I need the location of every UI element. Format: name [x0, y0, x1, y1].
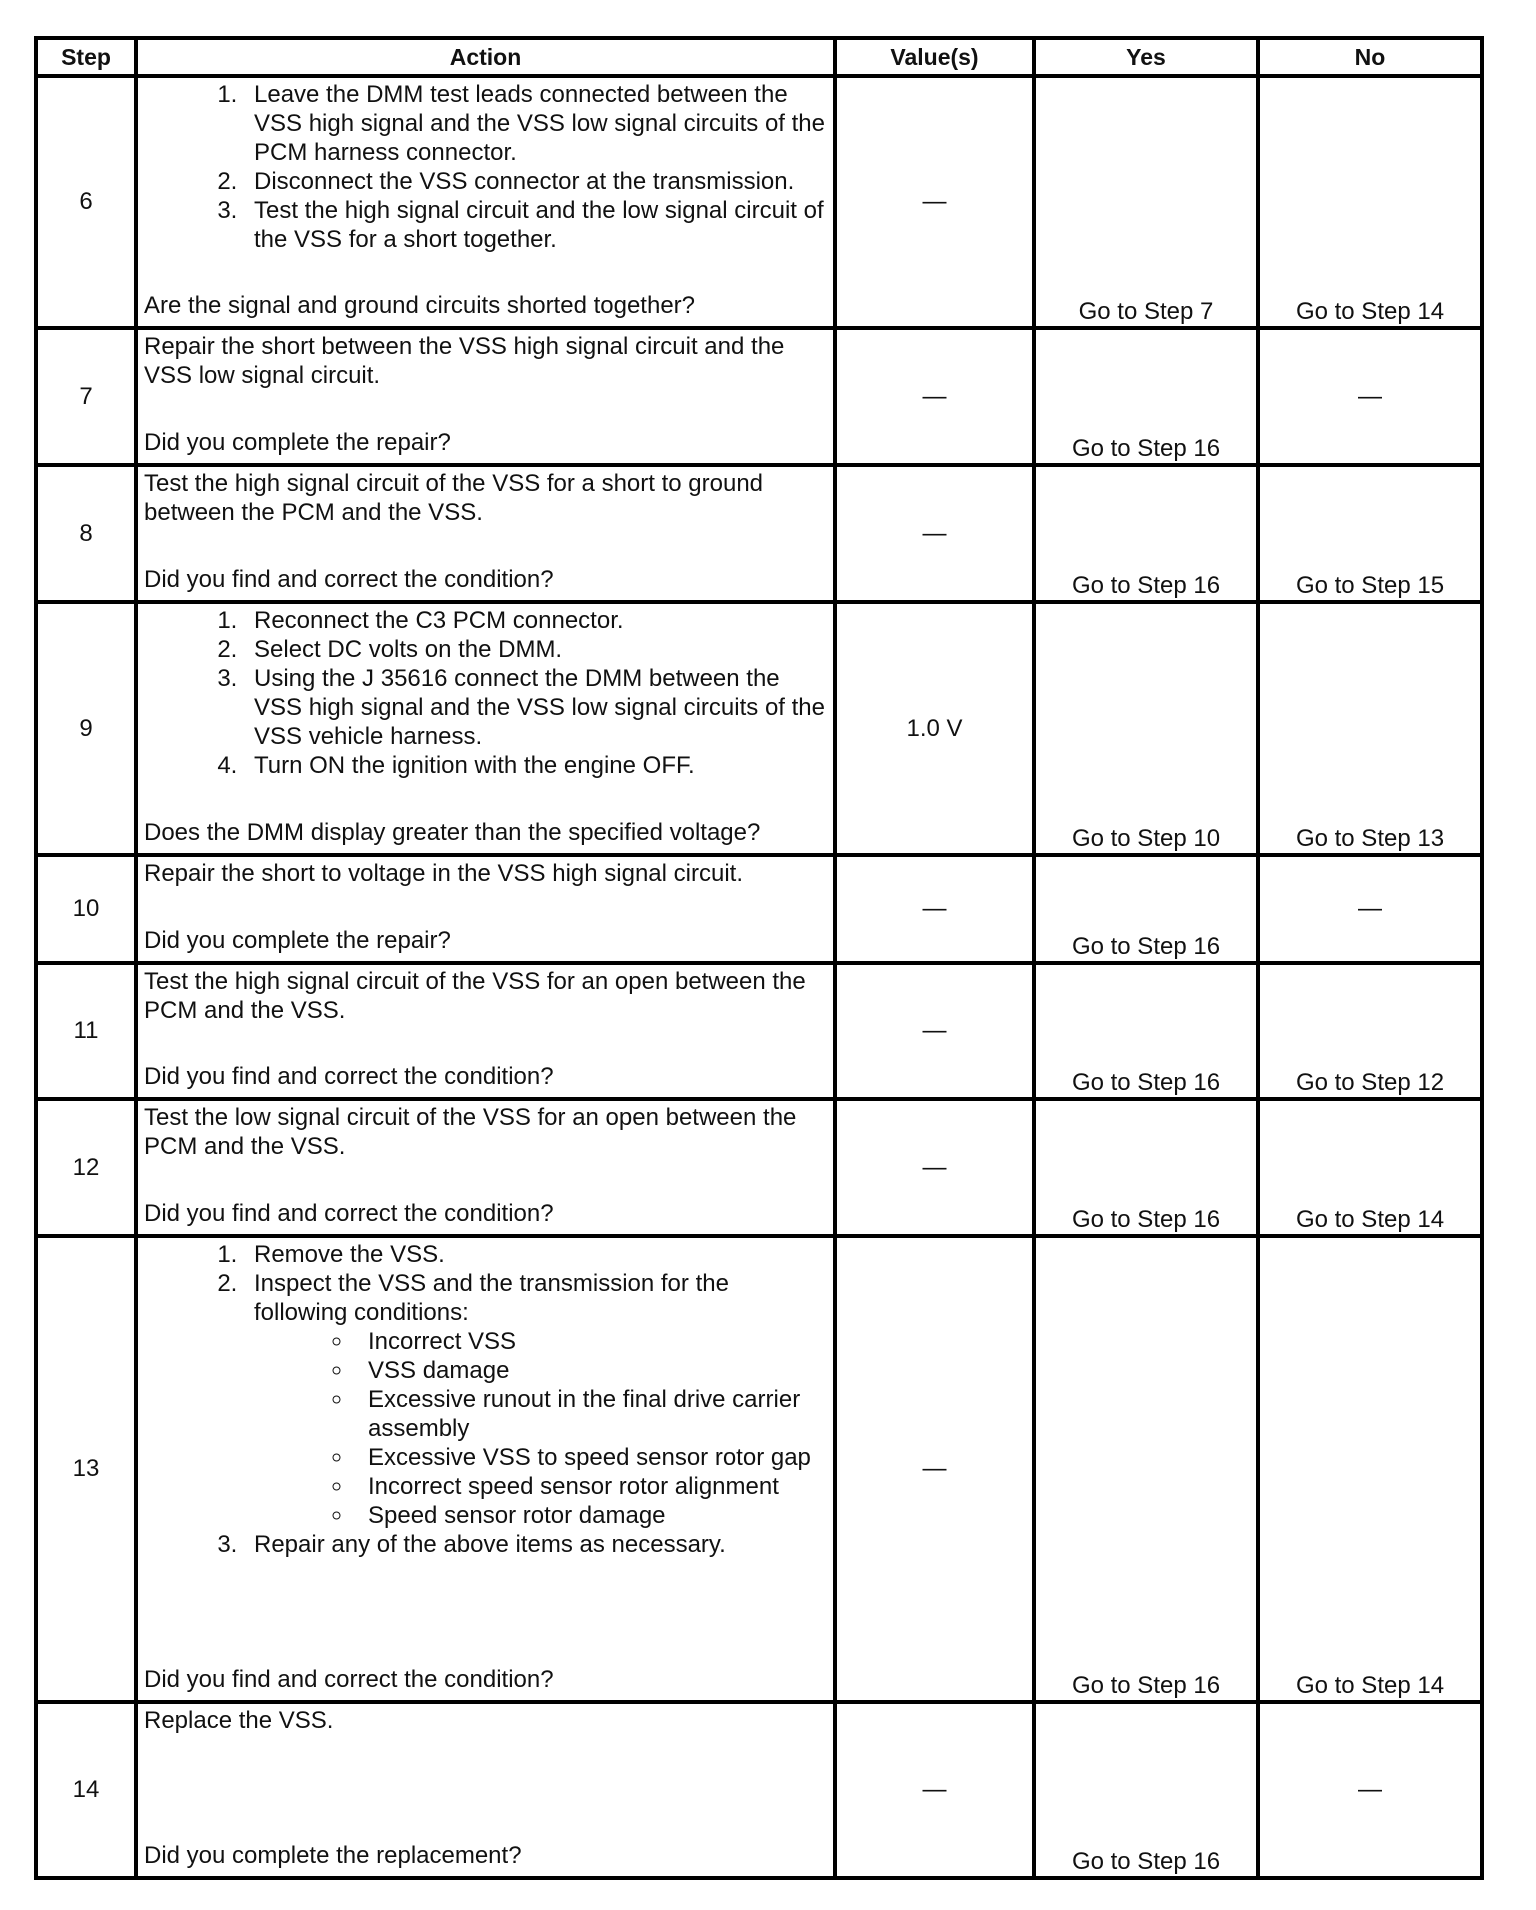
yes-cell: Go to Step 16: [1034, 855, 1258, 963]
action-cell: [136, 1099, 835, 1236]
action-question: Did you find and correct the condition?: [144, 566, 554, 593]
action-question: Did you find and correct the condition?: [144, 1200, 554, 1227]
step-number: 12: [36, 1099, 136, 1236]
table-row: [36, 1099, 1482, 1236]
action-steps: [144, 606, 827, 780]
action-cell: [136, 602, 835, 855]
action-step-text: Inspect the VSS and the transmission for the following conditions:: [254, 1270, 729, 1326]
action-question: Did you complete the repair?: [144, 927, 451, 954]
no-cell: Go to Step 13: [1258, 602, 1482, 855]
action-cell: [136, 465, 835, 602]
action-step: [244, 1269, 827, 1530]
step-number: 14: [36, 1702, 136, 1878]
action-cell: [136, 1236, 835, 1702]
action-cell: [136, 328, 835, 465]
condition-item: ◦ Incorrect speed sensor rotor alignment: [354, 1472, 827, 1501]
table-row: [36, 855, 1482, 963]
step-number: 7: [36, 328, 136, 465]
condition-item: ◦ Incorrect VSS: [354, 1327, 827, 1356]
action-text: Test the high signal circuit of the VSS for an open between the PCM and the VSS.: [144, 968, 806, 1024]
table-row: [36, 602, 1482, 855]
no-cell: —: [1258, 1702, 1482, 1878]
value-cell: —: [835, 76, 1034, 328]
step-number: 9: [36, 602, 136, 855]
action-step: 1. Reconnect the C3 PCM connector.: [244, 606, 827, 635]
value-cell: —: [835, 1099, 1034, 1236]
step-number: 13: [36, 1236, 136, 1702]
no-cell: Go to Step 14: [1258, 1236, 1482, 1702]
step-number: 10: [36, 855, 136, 963]
action-step: 3. Using the J 35616 connect the DMM between the VSS high signal and the VSS low signal circuits of the VSS vehicle harness.: [244, 664, 827, 751]
no-cell: Go to Step 14: [1258, 1099, 1482, 1236]
table-row: [36, 76, 1482, 328]
condition-list: [254, 1327, 827, 1530]
action-question: Does the DMM display greater than the specified voltage?: [144, 819, 761, 846]
yes-cell: Go to Step 16: [1034, 1236, 1258, 1702]
action-text: Test the high signal circuit of the VSS for a short to ground between the PCM and the VSS.: [144, 470, 764, 526]
table-row: [36, 465, 1482, 602]
header-action: Action: [136, 38, 835, 76]
action-question: Did you complete the repair?: [144, 429, 451, 456]
action-step: 1. Leave the DMM test leads connected between the VSS high signal and the VSS low signal circuits of the PCM harness connector.: [244, 80, 827, 167]
action-step: 4. Turn ON the ignition with the engine OFF.: [244, 751, 827, 780]
value-cell: —: [835, 328, 1034, 465]
yes-cell: Go to Step 16: [1034, 328, 1258, 465]
condition-item: ◦ Speed sensor rotor damage: [354, 1501, 827, 1530]
action-cell: [136, 855, 835, 963]
action-question: Did you find and correct the condition?: [144, 1063, 554, 1090]
step-number: 6: [36, 76, 136, 328]
no-cell: —: [1258, 855, 1482, 963]
header-yes: Yes: [1034, 38, 1258, 76]
action-step: 2. Select DC volts on the DMM.: [244, 635, 827, 664]
table-row: [36, 963, 1482, 1099]
yes-cell: Go to Step 7: [1034, 76, 1258, 328]
no-cell: Go to Step 14: [1258, 76, 1482, 328]
yes-cell: Go to Step 16: [1034, 465, 1258, 602]
action-question: Did you find and correct the condition?: [144, 1666, 554, 1693]
header-no: No: [1258, 38, 1482, 76]
action-step: 2. Disconnect the VSS connector at the transmission.: [244, 167, 827, 196]
table-row: [36, 328, 1482, 465]
step-number: 11: [36, 963, 136, 1099]
action-question: Did you complete the replacement?: [144, 1842, 522, 1869]
value-cell: —: [835, 963, 1034, 1099]
action-question: Are the signal and ground circuits shorted together?: [144, 292, 696, 319]
diagnostic-table: [34, 36, 1484, 1880]
condition-item: ◦ VSS damage: [354, 1356, 827, 1385]
value-cell: —: [835, 1236, 1034, 1702]
yes-cell: Go to Step 10: [1034, 602, 1258, 855]
no-cell: Go to Step 12: [1258, 963, 1482, 1099]
table-row: [36, 1702, 1482, 1878]
no-cell: —: [1258, 328, 1482, 465]
action-cell: [136, 76, 835, 328]
header-values: Value(s): [835, 38, 1034, 76]
action-text: Repair the short between the VSS high signal circuit and the VSS low signal circuit.: [144, 333, 785, 389]
action-text: Replace the VSS.: [144, 1707, 334, 1734]
value-cell: —: [835, 1702, 1034, 1878]
value-cell: —: [835, 465, 1034, 602]
yes-cell: Go to Step 16: [1034, 1099, 1258, 1236]
step-number: 8: [36, 465, 136, 602]
header-row: [36, 38, 1482, 76]
no-cell: Go to Step 15: [1258, 465, 1482, 602]
action-step: 1. Remove the VSS.: [244, 1240, 827, 1269]
action-cell: [136, 1702, 835, 1878]
value-cell: 1.0 V: [835, 602, 1034, 855]
action-step: 3. Repair any of the above items as necessary.: [244, 1530, 827, 1559]
action-steps: [144, 80, 827, 254]
yes-cell: Go to Step 16: [1034, 1702, 1258, 1878]
condition-item: ◦ Excessive runout in the final drive carrier assembly: [354, 1385, 827, 1443]
yes-cell: Go to Step 16: [1034, 963, 1258, 1099]
header-step: Step: [36, 38, 136, 76]
action-step: 3. Test the high signal circuit and the low signal circuit of the VSS for a short together.: [244, 196, 827, 254]
action-text: Test the low signal circuit of the VSS for an open between the PCM and the VSS.: [144, 1104, 797, 1160]
table-row: [36, 1236, 1482, 1702]
action-steps: [144, 1240, 827, 1559]
condition-item: ◦ Excessive VSS to speed sensor rotor gap: [354, 1443, 827, 1472]
value-cell: —: [835, 855, 1034, 963]
action-cell: [136, 963, 835, 1099]
action-text: Repair the short to voltage in the VSS high signal circuit.: [144, 860, 743, 887]
